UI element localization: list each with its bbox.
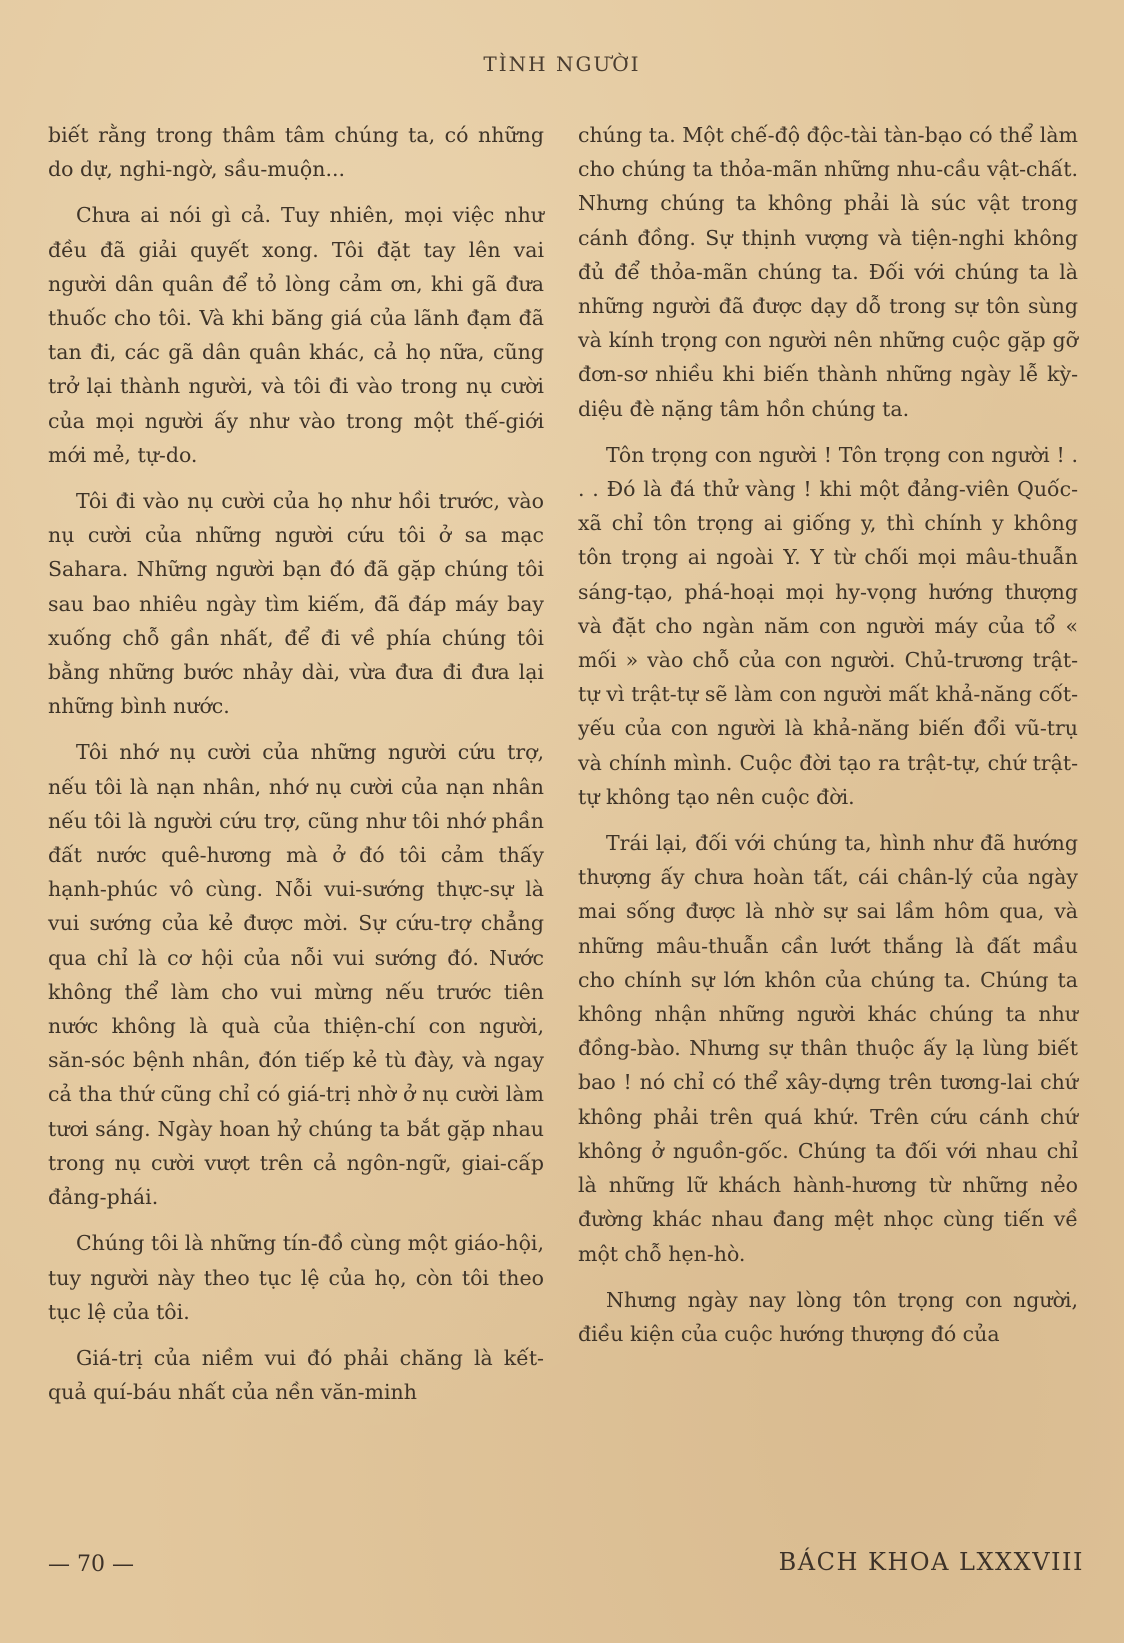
paragraph: Chúng tôi là những tín-đồ cùng một giáo-hội, tuy người này theo tục lệ của họ, còn tôi theo tục lệ của tôi. — [48, 1231, 544, 1324]
right-column — [578, 118, 1078, 1363]
running-title: TÌNH NGƯỜI — [483, 52, 641, 76]
paragraph: Tôn trọng con người ! Tôn trọng con người ! . . . Đó là đá thử vàng ! khi một đảng-viên Quốc-xã chỉ tôn trọng ai giống y, thì chính y không tôn trọng ai ngoài Y. Y từ chối mọi mâu-thuẫn sáng-tạo, phá-hoại mọi hy-vọng hướng thượng và đặt cho ngàn năm con người máy của tổ « mối » vào chỗ của con người. Chủ-trương trật-tự vì trật-tự sẽ làm con người mất khả-năng cốt-yếu của con người là khả-năng biến đổi vũ-trụ và chính mình. Cuộc đời tạo ra trật-tự, chứ trật-tự không tạo nên cuộc đời. — [578, 442, 1078, 809]
paragraph: Nhưng ngày nay lòng tôn trọng con người, điều kiện của cuộc hướng thượng đó của — [578, 1287, 1078, 1346]
paragraph: Chưa ai nói gì cả. Tuy nhiên, mọi việc như đều đã giải quyết xong. Tôi đặt tay lên vai người dân quân để tỏ lòng cảm ơn, khi gã đưa thuốc cho tôi. Và khi băng giá của lãnh đạm đã tan đi, các gã dân quân khác, cả họ nữa, cũng trở lại thành người, và tôi đi vào trong nụ cười của mọi người ấy như vào trong một thế-giới mới mẻ, tự-do. — [48, 203, 544, 467]
left-column — [48, 118, 544, 1421]
paragraph: Trái lại, đối với chúng ta, hình như đã hướng thượng ấy chưa hoàn tất, cái chân-lý của ngày mai sống được là nhờ sự sai lầm hôm qua, và những mâu-thuẫn cần lướt thắng là đất mầu cho chính sự lớn khôn của chúng ta. Chúng ta không nhận những người khác chúng ta như đồng-bào. Nhưng sự thân thuộc ấy lạ lùng biết bao ! nó chỉ có thể xây-dựng trên tương-lai chứ không phải trên quá khứ. Trên cứu cánh chứ không ở nguồn-gốc. Chúng ta đối với nhau chỉ là những lữ khách hành-hương từ những nẻo đường khác nhau đang mệt nhọc cùng tiến về một chỗ hẹn-hò. — [578, 831, 1078, 1266]
paragraph: Giá-trị của niềm vui đó phải chăng là kết-quả quí-báu nhất của nền văn-minh — [48, 1345, 544, 1405]
paragraph: biết rằng trong thâm tâm chúng ta, có những do dự, nghi-ngờ, sầu-muộn... — [48, 123, 544, 182]
paragraph: Tôi đi vào nụ cười của họ như hồi trước, vào nụ cười của những người cứu tôi ở sa mạc Sahara. Những người bạn đó đã gặp chúng tôi sau bao nhiêu ngày tìm kiếm, đã đáp máy bay xuống chỗ gần nhất, để đi về phía chúng tôi bằng những bước nhảy dài, vừa đưa đi đưa lại những bình nước. — [48, 489, 544, 719]
journal-issue: BÁCH KHOA LXXXVIII — [778, 1548, 1084, 1576]
paragraph: chúng ta. Một chế-độ độc-tài tàn-bạo có thể làm cho chúng ta thỏa-mãn những nhu-cầu vật-chất. Nhưng chúng ta không phải là súc vật trong cánh đồng. Sự thịnh vượng và tiện-nghi không đủ để thỏa-mãn chúng ta. Đối với chúng ta là những người đã được dạy dỗ trong sự tôn sùng và kính trọng con người nên những cuộc gặp gỡ đơn-sơ nhiều khi biến thành những ngày lễ kỳ-diệu đè nặng tâm hồn chúng ta. — [578, 123, 1078, 421]
page-number: — 70 — — [48, 1552, 134, 1577]
paragraph: Tôi nhớ nụ cười của những người cứu trợ, nếu tôi là nạn nhân, nhớ nụ cười của nạn nhân nếu tôi là người cứu trợ, cũng như tôi nhớ phần đất nước quê-hương mà ở đó tôi cảm thấy hạnh-phúc vô cùng. Nỗi vui-sướng thực-sự là vui sướng của kẻ được mời. Sự cứu-trợ chẳng qua chỉ là cơ hội của nỗi vui sướng đó. Nước không thể làm cho vui mừng nếu trước tiên nước không là quà của thiện-chí con người, săn-sóc bệnh nhân, đón tiếp kẻ tù đày, và ngay cả tha thứ cũng chỉ có giá-trị nhờ ở nụ cười làm tươi sáng. Ngày hoan hỷ chúng ta bắt gặp nhau trong nụ cười vượt trên cả ngôn-ngữ, giai-cấp đảng-phái. — [48, 740, 544, 1210]
